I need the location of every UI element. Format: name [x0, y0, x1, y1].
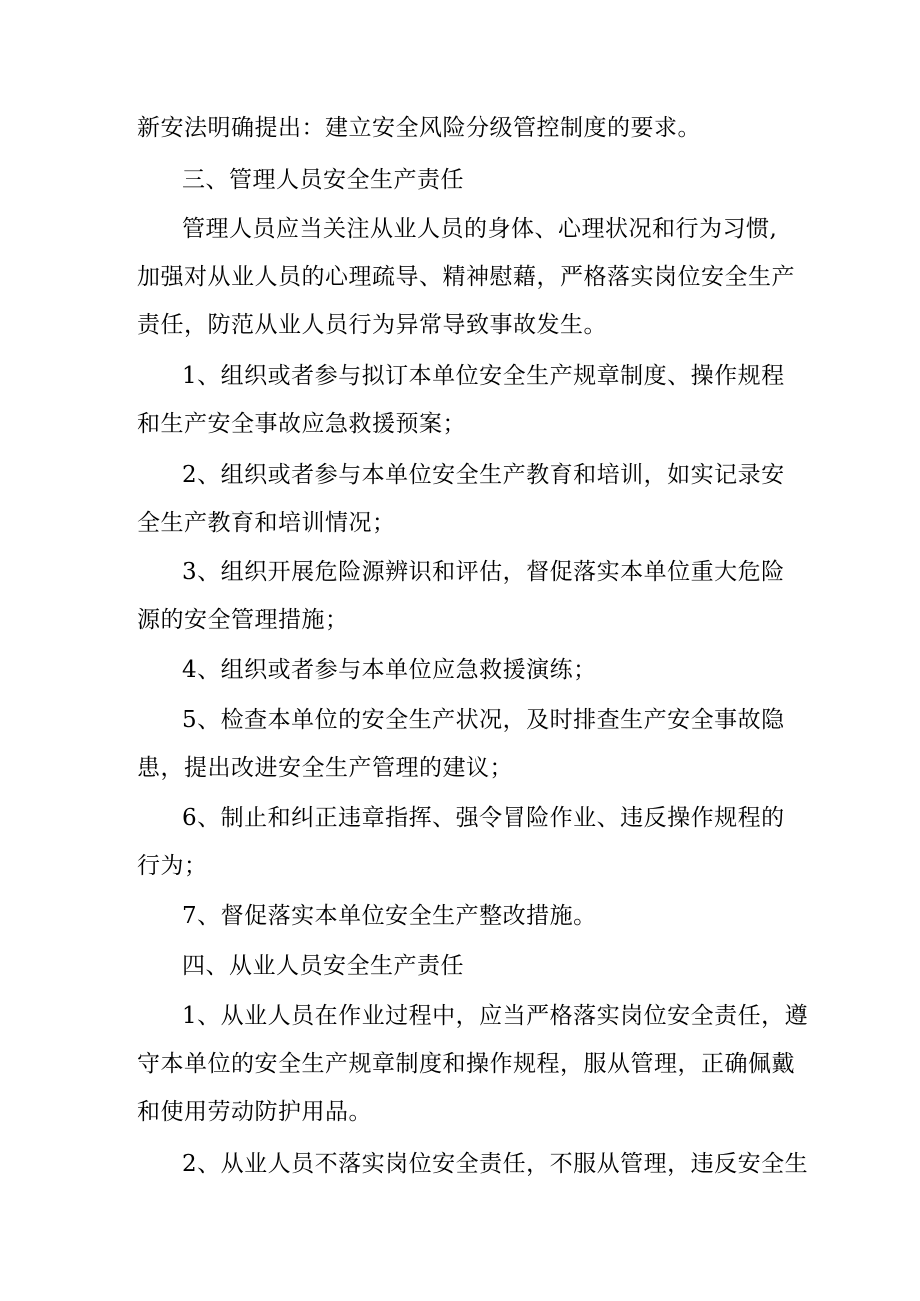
worker-item-1-line-2: 守本单位的安全生产规章制度和操作规程，服从管理，正确佩戴: [137, 1051, 795, 1077]
text-line-4: 加强对从业人员的心理疏导、精神慰藉，严格落实岗位安全生产: [137, 264, 795, 290]
worker-item-1-line-3: 和使用劳动防护用品。: [137, 1099, 372, 1125]
text-line-5: 责任，防范从业人员行为异常导致事故发生。: [137, 312, 607, 338]
list-item-7: 7、督促落实本单位安全生产整改措施。: [182, 903, 597, 929]
list-item-3-line-2: 源的安全管理措施；: [137, 607, 349, 633]
section-heading-4: 四、从业人员安全生产责任: [182, 953, 464, 979]
list-item-5-line-1: 5、检查本单位的安全生产状况，及时排查生产安全事故隐: [182, 707, 785, 733]
worker-item-1-line-1: 1、从业人员在作业过程中，应当严格落实岗位安全责任，遵: [182, 1003, 809, 1029]
worker-item-2-line-1: 2、从业人员不落实岗位安全责任，不服从管理，违反安全生: [182, 1151, 809, 1177]
list-item-3-line-1: 3、组织开展危险源辨识和评估，督促落实本单位重大危险: [182, 559, 785, 585]
list-item-6-line-1: 6、制止和纠正违章指挥、强令冒险作业、违反操作规程的: [182, 805, 785, 831]
list-item-2-line-1: 2、组织或者参与本单位安全生产教育和培训，如实记录安: [182, 462, 785, 488]
list-item-6-line-2: 行为；: [137, 853, 208, 879]
list-item-1-line-2: 和生产安全事故应急救援预案；: [137, 411, 466, 437]
section-heading-3: 三、管理人员安全生产责任: [182, 167, 464, 193]
list-item-4: 4、组织或者参与本单位应急救援演练；: [182, 657, 597, 683]
list-item-1-line-1: 1、组织或者参与拟订本单位安全生产规章制度、操作规程: [182, 363, 785, 389]
list-item-2-line-2: 全生产教育和培训情况；: [137, 510, 396, 536]
text-line-1: 新安法明确提出：建立安全风险分级管控制度的要求。: [137, 115, 701, 141]
text-line-3: 管理人员应当关注从业人员的身体、心理状况和行为习惯,: [182, 216, 778, 242]
list-item-5-line-2: 患，提出改进安全生产管理的建议；: [137, 755, 513, 781]
